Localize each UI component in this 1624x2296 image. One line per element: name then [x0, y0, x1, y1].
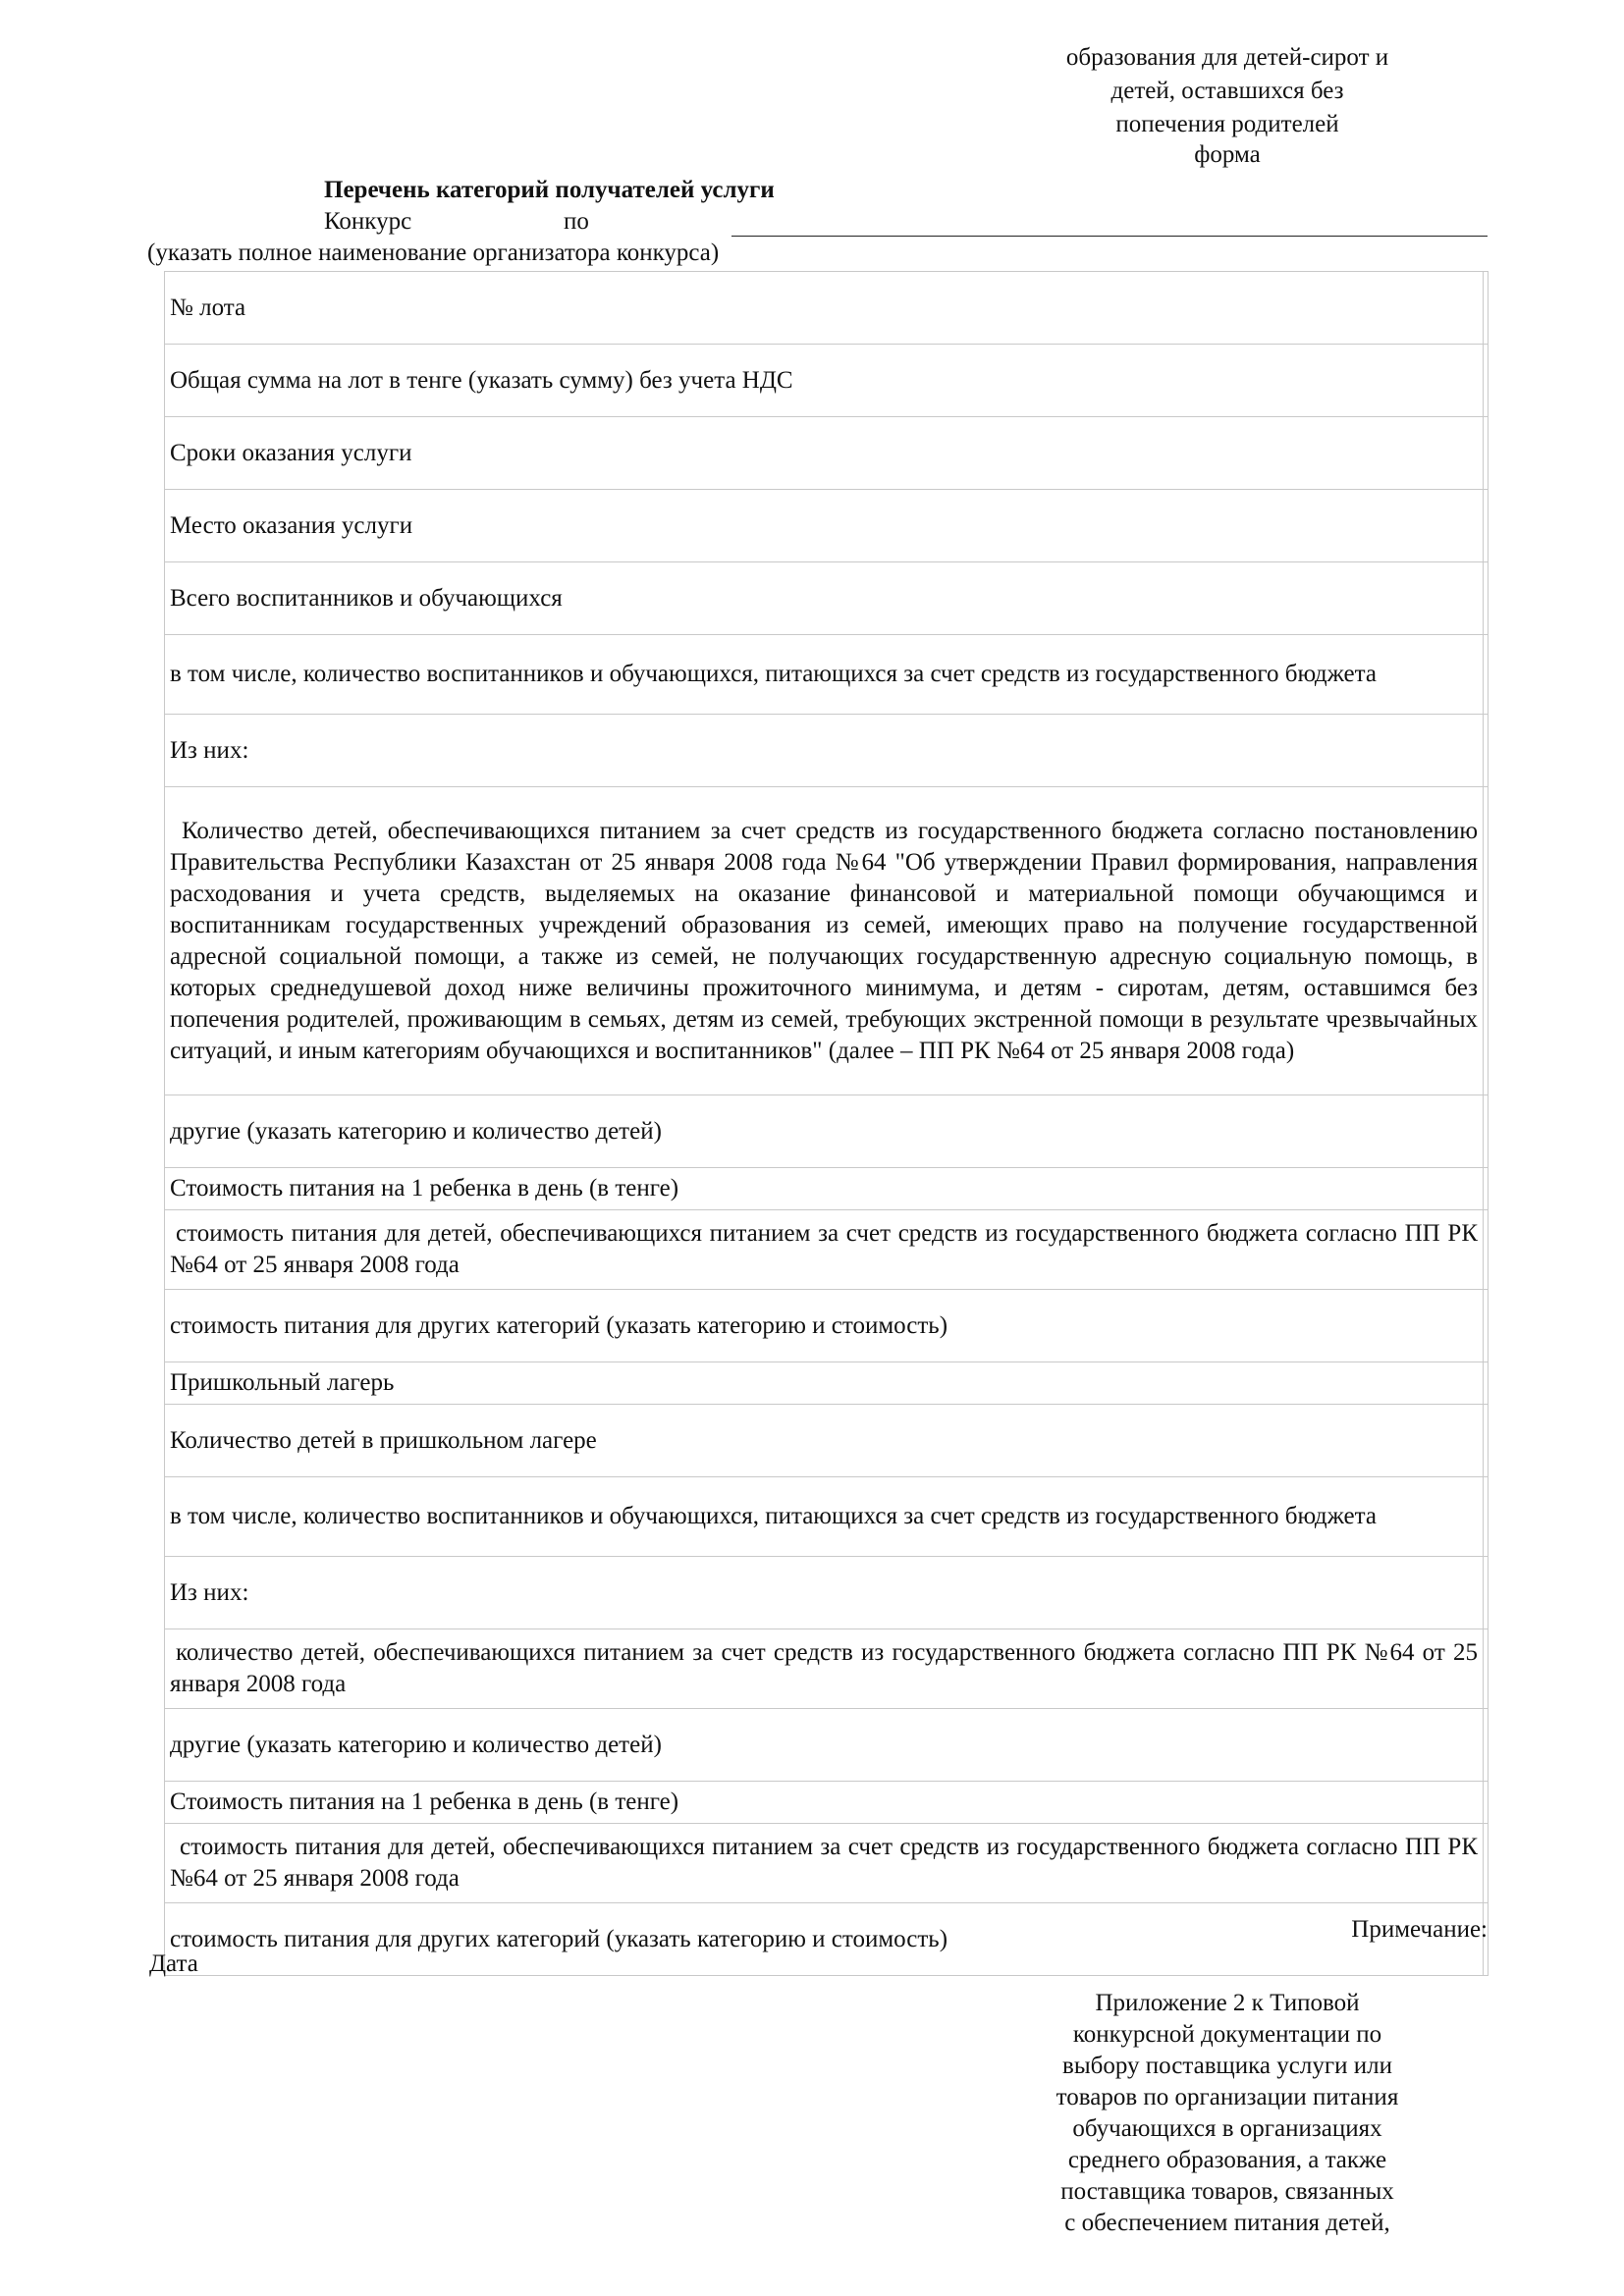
- row-label: Стоимость питания на 1 ребенка в день (в тенге): [165, 1782, 1484, 1824]
- contest-label: Конкурс: [324, 208, 412, 235]
- table-row: [165, 635, 1489, 715]
- row-value-cell[interactable]: [1484, 272, 1489, 345]
- row-value-cell[interactable]: [1484, 1782, 1489, 1824]
- row-label: стоимость питания для других категорий (указать категорию и стоимость): [165, 1903, 1484, 1976]
- appendix-line: товаров по организации питания: [1056, 2084, 1399, 2110]
- header-note: [1021, 41, 1434, 141]
- row-label: стоимость питания для детей, обеспечивающихся питанием за счет средств из государственного бюджета согласно ПП РК №64 от 25 января 2008 года: [165, 1210, 1484, 1290]
- table-row: [165, 562, 1489, 635]
- row-label: в том числе, количество воспитанников и обучающихся, питающихся за счет средств из государственного бюджета: [165, 1477, 1484, 1557]
- table-row: [165, 272, 1489, 345]
- table-row: [165, 1362, 1489, 1405]
- table-row: [165, 1824, 1489, 1903]
- table-row: [165, 1782, 1489, 1824]
- row-label: другие (указать категорию и количество детей): [165, 1709, 1484, 1782]
- appendix-line: поставщика товаров, связанных: [1060, 2178, 1394, 2205]
- row-label: Из них:: [165, 715, 1484, 787]
- row-value-cell[interactable]: [1484, 1362, 1489, 1405]
- row-value-cell[interactable]: [1484, 1824, 1489, 1903]
- row-value-cell[interactable]: [1484, 1477, 1489, 1557]
- table-row: [165, 1290, 1489, 1362]
- row-value-cell[interactable]: [1484, 715, 1489, 787]
- appendix-line: среднего образования, а также: [1067, 2147, 1387, 2173]
- row-label: Пришкольный лагерь: [165, 1362, 1484, 1405]
- row-label: Всего воспитанников и обучающихся: [165, 562, 1484, 635]
- note-label: Примечание:: [1351, 1916, 1488, 1943]
- table-row: [165, 345, 1489, 417]
- table-row: [165, 1168, 1489, 1210]
- appendix-line: конкурсной документации по: [1072, 2021, 1382, 2048]
- table-row: [165, 1405, 1489, 1477]
- appendix-note: [1021, 1988, 1434, 2239]
- row-value-cell[interactable]: [1484, 1095, 1489, 1168]
- row-value-cell[interactable]: [1484, 562, 1489, 635]
- document-title: Перечень категорий получателей услуги: [324, 177, 775, 203]
- table-row: [165, 490, 1489, 562]
- row-value-cell[interactable]: [1484, 635, 1489, 715]
- row-label: Сроки оказания услуги: [165, 417, 1484, 490]
- row-value-cell[interactable]: [1484, 1405, 1489, 1477]
- table-row: [165, 787, 1489, 1095]
- row-value-cell[interactable]: [1484, 1290, 1489, 1362]
- row-label: Место оказания услуги: [165, 490, 1484, 562]
- row-value-cell[interactable]: [1484, 345, 1489, 417]
- row-value-cell[interactable]: [1484, 1557, 1489, 1629]
- contest-by-label: по: [564, 208, 589, 235]
- row-value-cell[interactable]: [1484, 417, 1489, 490]
- row-label: Общая сумма на лот в тенге (указать сумму) без учета НДС: [165, 345, 1484, 417]
- organizer-hint: (указать полное наименование организатора конкурса): [147, 240, 720, 266]
- header-note-line: попечения родителей: [1115, 111, 1339, 137]
- row-label: количество детей, обеспечивающихся питанием за счет средств из государственного бюджета согласно ПП РК №64 от 25 января 2008 года: [165, 1629, 1484, 1709]
- table-row: [165, 1903, 1489, 1976]
- header-note-line: детей, оставшихся без: [1110, 78, 1344, 104]
- row-value-cell[interactable]: [1484, 1210, 1489, 1290]
- form-label: форма: [1194, 141, 1261, 168]
- row-value-cell[interactable]: [1484, 490, 1489, 562]
- appendix-line: выбору поставщика услуги или: [1062, 2053, 1392, 2079]
- row-label: Стоимость питания на 1 ребенка в день (в тенге): [165, 1168, 1484, 1210]
- table-row: [165, 1210, 1489, 1290]
- appendix-line: с обеспечением питания детей,: [1064, 2210, 1390, 2236]
- table-row: [165, 1095, 1489, 1168]
- appendix-line: Приложение 2 к Типовой: [1095, 1990, 1360, 2016]
- row-value-cell[interactable]: [1484, 787, 1489, 1095]
- table-row: [165, 1477, 1489, 1557]
- table-row: [165, 1629, 1489, 1709]
- row-label: в том числе, количество воспитанников и обучающихся, питающихся за счет средств из государственного бюджета: [165, 635, 1484, 715]
- row-label: другие (указать категорию и количество детей): [165, 1095, 1484, 1168]
- appendix-line: обучающихся в организациях: [1072, 2115, 1382, 2142]
- header-note-line: образования для детей-сирот и: [1065, 44, 1389, 71]
- row-label: Количество детей, обеспечивающихся питанием за счет средств из государственного бюджета согласно постановлению Правительства Республики Казахстан от 25 января 2008 года №64 "Об утверждении Правил формирования, направления расходования и учета средств, выделяемых на оказание финансовой и материальной помощи обучающимся и воспитанникам государственных учреждений образования из семей, имеющих право на получение государственной адресной социальной помощи, а также из семей, не получающих государственную адресную социальную помощь, в которых среднедушевой доход ниже величины прожиточного минимума, и детям - сиротам, детям, оставшимся без попечения родителей, проживающим в семьях, детям из семей, требующих экстренной помощи в результате чрезвычайных ситуаций, и иным категориям обучающихся и воспитанников" (далее – ПП РК №64 от 25 января 2008 года): [165, 787, 1484, 1095]
- row-label: Из них:: [165, 1557, 1484, 1629]
- row-label: стоимость питания для детей, обеспечивающихся питанием за счет средств из государственного бюджета согласно ПП РК №64 от 25 января 2008 года: [165, 1824, 1484, 1903]
- date-label: Дата: [149, 1950, 198, 1977]
- table-row: [165, 417, 1489, 490]
- row-value-cell[interactable]: [1484, 1709, 1489, 1782]
- organizer-fill-line[interactable]: [731, 236, 1488, 237]
- row-value-cell[interactable]: [1484, 1629, 1489, 1709]
- row-value-cell[interactable]: [1484, 1168, 1489, 1210]
- table-row: [165, 1557, 1489, 1629]
- recipients-table: [164, 271, 1489, 1976]
- table-row: [165, 715, 1489, 787]
- row-label: Количество детей в пришкольном лагере: [165, 1405, 1484, 1477]
- table-row: [165, 1709, 1489, 1782]
- row-label: № лота: [165, 272, 1484, 345]
- row-label: стоимость питания для других категорий (указать категорию и стоимость): [165, 1290, 1484, 1362]
